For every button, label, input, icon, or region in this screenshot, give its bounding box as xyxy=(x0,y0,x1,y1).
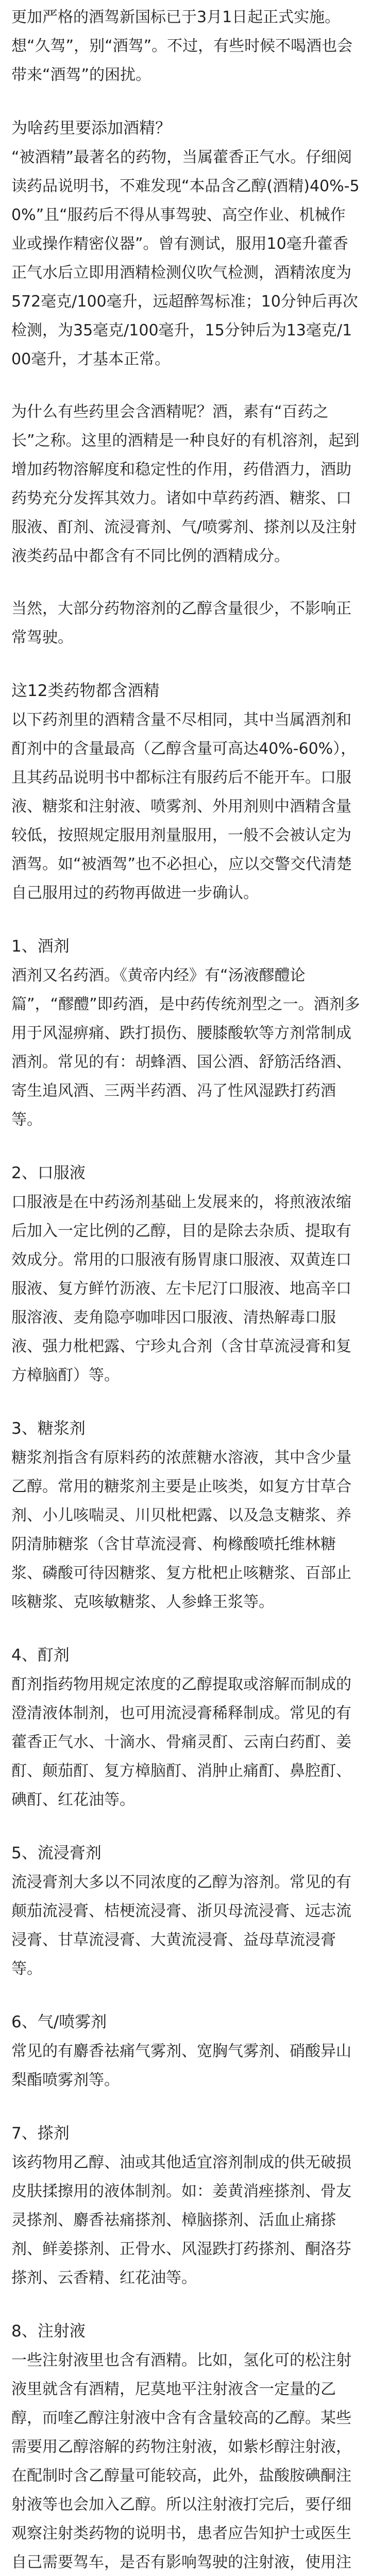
paragraph-spacer xyxy=(11,374,361,398)
paragraph: 当然，大部分药物溶剂的乙醇含量很少，不影响正常驾驶。 xyxy=(11,600,351,647)
paragraph-spacer xyxy=(11,1617,361,1640)
section-heading: 8、注射液 xyxy=(11,2322,86,2341)
section-heading: 这12类药物都含酒精 xyxy=(11,682,160,700)
section-heading: 7、搽剂 xyxy=(11,2124,70,2143)
paragraph: 更加严格的酒驾新国标已于3月1日起正式实施。想“久驾”，别“酒驾”。不过，有些时候不喝酒也会带来“酒驾”的困扰。 xyxy=(11,8,353,84)
paragraph-spacer xyxy=(11,1815,361,1838)
section-heading: 3、糖浆剂 xyxy=(11,1419,86,1438)
paragraph-spacer xyxy=(11,2095,361,2119)
paragraph-spacer xyxy=(11,1134,361,1158)
paragraph-spacer xyxy=(11,2293,361,2316)
section-heading: 6、气/喷雾剂 xyxy=(11,2013,107,2031)
section-heading: 2、口服液 xyxy=(11,1164,86,1182)
paragraph: 为什么有些药里会含酒精呢？酒，素有“百药之长”之称。这里的酒精是一种良好的有机溶剂，起到增加药物溶解度和稳定性的作用，药借酒力，酒助药势充分发挥其效力。诸如中草药药酒、糖浆、口服液、酊剂、流浸膏剂、气/喷雾剂、搽剂以及注射液类药品中都含有不同比例的酒精成分。 xyxy=(11,403,360,565)
section-heading: 1、酒剂 xyxy=(11,937,70,956)
paragraph: 流浸膏剂大多以不同浓度的乙醇为溶剂。常见的有颠茄流浸膏、桔梗流浸膏、浙贝母流浸膏、远志流浸膏、甘草流浸膏、大黄流浸膏、益母草流浸膏等。 xyxy=(11,1873,351,1978)
paragraph: 一些注射液里也含有酒精。比如，氢化可的松注射液里就含有酒精，尼莫地平注射液含一定量的乙醇，而喹乙醇注射液中含有含量较高的乙醇。某些需要用乙醇溶解的药物注射液，如紫杉醇注射液，在配制时含乙醇量可能较高，此外，盐酸胺碘酮注射液等也会加入乙醇。所以注射液打完后，要仔细观察注射类药物的说明书，患者应告知护士或医生自己需要驾车，是否有影响驾驶的注射液，使用注 xyxy=(11,2351,351,2571)
paragraph-spacer xyxy=(11,652,361,676)
paragraph-spacer xyxy=(11,908,361,931)
section-heading: 为啥药里要添加酒精？ xyxy=(11,119,171,138)
paragraph-spacer xyxy=(11,1390,361,1414)
paragraph: 酒剂又名药酒。《黄帝内经》有“汤液醪醴论篇”，“醪醴”即药酒，是中药传统剂型之一。酒剂多用于风湿痹痛、跌打损伤、腰膝酸软等方剂常制成酒剂。常见的有：胡蜂酒、国公酒、舒筋活络酒、寄生追风酒、三两半药酒、冯了性风湿跌打药酒等。 xyxy=(11,967,360,1129)
paragraph: 口服液是在中药汤剂基础上发展来的，将煎液浓缩后加入一定比例的乙醇，目的是除去杂质、提取有效成分。常用的口服液有肠胃康口服液、双黄连口服液、复方鲜竹沥液、左卡尼汀口服液、地高辛口服溶液、麦角隐亭咖啡因口服液、清热解毒口服液、强力枇杷露、宁珍丸合剂（含甘草流浸膏和复方樟脑酊）等。 xyxy=(11,1193,351,1384)
paragraph: 该药物用乙醇、油或其他适宜溶剂制成的供无破损皮肤揉擦用的液体制剂。如：姜黄消痤搽剂、骨友灵搽剂、麝香祛痛搽剂、樟脑搽剂、活血止痛搽剂、鲜姜搽剂、正骨水、风湿跌打药搽剂、酮洛芬搽剂、云香精、红花油等。 xyxy=(11,2154,351,2287)
paragraph-spacer xyxy=(11,571,361,595)
paragraph-spacer xyxy=(11,1984,361,2007)
paragraph: 糖浆剂指含有原料药的浓蔗糖水溶液，其中含少量乙醇。常用的糖浆剂主要是止咳类，如复方甘草合剂、小儿咳喘灵、川贝枇杷露、以及急支糖浆、养阴清肺糖浆（含甘草流浸膏、枸橼酸喷托维林糖浆、磷酸可待因糖浆、复方枇杷止咳糖浆、百部止咳糖浆、克咳敏糖浆、人参蜂王浆等。 xyxy=(11,1449,351,1611)
paragraph: 以下药剂里的酒精含量不尽相同，其中当属酒剂和酊剂中的含量最高（乙醇含量可高达40%-60%），且其药品说明书中都标注有服药后不能开车。口服液、糖浆和注射液、喷雾剂、外用剂则中酒精含量较低，按照规定服用剂量服用，一般不会被认定为酒驾。如“被酒驾”也不必担心，应以交警交代清楚自己服用过的药物再做进一步确认。 xyxy=(11,711,357,902)
section-heading: 4、酊剂 xyxy=(11,1646,70,1665)
section-heading: 5、流浸膏剂 xyxy=(11,1844,102,1862)
paragraph: “被酒精”最著名的药物，当属藿香正气水。仔细阅读药品说明书，不难发现“本品含乙醇(酒精)40%-50%”且“服药后不得从事驾驶、高空作业、机械作业或操作精密仪器”。曾有测试，服用10毫升藿香正气水后立即用酒精检测仪吹气检测，酒精浓度为572毫克/100毫升，远超醉驾标准；10分钟后再次检测，为35毫克/100毫升，15分钟后为13毫克/100毫升，才基本正常。 xyxy=(11,148,360,368)
paragraph: 常见的有麝香祛痛气雾剂、宽胸气雾剂、硝酸异山梨酯喷雾剂等。 xyxy=(11,2042,351,2089)
paragraph-spacer xyxy=(11,90,361,113)
paragraph: 酊剂指药物用规定浓度的乙醇提取或溶解而制成的澄清液体制剂，也可用流浸膏稀释制成。常见的有藿香正气水、十滴水、骨痛灵酊、云南白药酊、姜酊、颠茄酊、复方樟脑酊、消肿止痛酊、鼻腔酊、碘酊、红花油等。 xyxy=(11,1675,351,1809)
